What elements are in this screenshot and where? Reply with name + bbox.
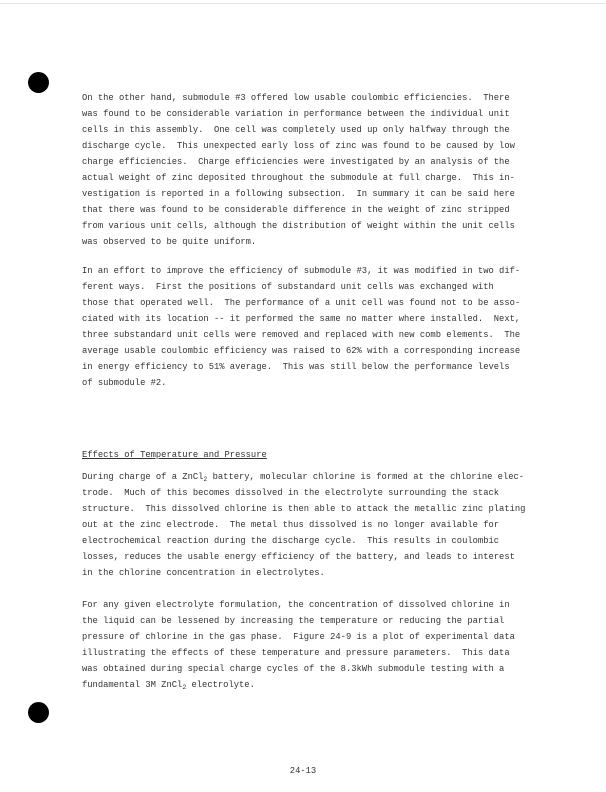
text-line	[82, 106, 515, 122]
text-segment: that there was found to be considerable difference in the weight of zinc stripped	[82, 205, 510, 215]
text-segment: was found to be considerable variation in performance between the individual unit	[82, 109, 510, 119]
text-line	[82, 661, 515, 677]
text-line	[82, 295, 520, 311]
text-segment: from various unit cells, although the distribution of weight within the unit cells	[82, 221, 515, 231]
text-line	[82, 485, 525, 501]
text-segment: electrolyte.	[186, 680, 255, 690]
text-segment: fundamental 3M ZnCl	[82, 680, 183, 690]
text-line	[82, 327, 520, 343]
paragraph-chlorine-formation	[82, 469, 525, 581]
text-line	[82, 517, 525, 533]
paragraph-improvement	[82, 263, 520, 391]
paragraph-electrolyte-formulation	[82, 597, 515, 693]
text-line	[82, 597, 515, 613]
punch-hole-bottom	[28, 702, 49, 723]
text-segment: pressure of chlorine in the gas phase. Figure 24-9 is a plot of experimental data	[82, 632, 515, 642]
text-segment: battery, molecular chlorine is formed at the chlorine elec-	[207, 472, 525, 482]
paragraph-submodule-3	[82, 90, 515, 250]
text-segment: actual weight of zinc deposited throughout the submodule at full charge. This in-	[82, 173, 515, 183]
text-segment: out at the zinc electrode. The metal thus dissolved is no longer available for	[82, 520, 500, 530]
text-segment: in the chlorine concentration in electrolytes.	[82, 568, 325, 578]
text-line	[82, 549, 525, 565]
text-line	[82, 90, 515, 106]
text-segment: On the other hand, submodule #3 offered low usable coulombic efficiencies. There	[82, 93, 510, 103]
text-segment: structure. This dissolved chlorine is then able to attack the metallic zinc plating	[82, 504, 526, 514]
text-segment: cells in this assembly. One cell was completely used up only halfway through the	[82, 125, 510, 135]
punch-hole-top	[28, 72, 49, 93]
text-line	[82, 279, 520, 295]
text-segment: three substandard unit cells were removed and replaced with new comb elements. The	[82, 330, 521, 340]
text-line	[82, 343, 520, 359]
text-segment: in energy efficiency to 51% average. This was still below the performance levels	[82, 362, 510, 372]
text-segment: During charge of a ZnCl	[82, 472, 204, 482]
text-line	[82, 218, 515, 234]
text-segment: was observed to be quite uniform.	[82, 237, 257, 247]
text-line	[82, 677, 515, 693]
text-line	[82, 565, 525, 581]
text-segment: charge efficiencies. Charge efficiencies were investigated by an analysis of the	[82, 157, 510, 167]
text-segment: average usable coulombic efficiency was raised to 62% with a corresponding increase	[82, 346, 521, 356]
text-line	[82, 359, 520, 375]
text-line	[82, 501, 525, 517]
subscript: 2	[182, 684, 187, 691]
text-line	[82, 533, 525, 549]
page-number: 24-13	[289, 766, 317, 776]
text-line	[82, 138, 515, 154]
text-segment: the liquid can be lessened by increasing the temperature or reducing the partial	[82, 616, 505, 626]
text-segment: of submodule #2.	[82, 378, 167, 388]
text-line	[82, 263, 520, 279]
text-line	[82, 186, 515, 202]
text-segment: was obtained during special charge cycles of the 8.3kWh submodule testing with a	[82, 664, 505, 674]
text-segment: In an effort to improve the efficiency of submodule #3, it was modified in two dif-	[82, 266, 521, 276]
text-line	[82, 202, 515, 218]
text-line	[82, 170, 515, 186]
text-segment: vestigation is reported in a following subsection. In summary it can be said here	[82, 189, 515, 199]
text-line	[82, 613, 515, 629]
text-segment: ferent ways. First the positions of substandard unit cells was exchanged with	[82, 282, 494, 292]
text-line	[82, 122, 515, 138]
text-line	[82, 154, 515, 170]
text-segment: ciated with its location -- it performed the same no matter where installed. Next,	[82, 314, 521, 324]
text-segment: trode. Much of this becomes dissolved in the electrolyte surrounding the stack	[82, 488, 500, 498]
text-segment: those that operated well. The performance of a unit cell was found not to be asso-	[82, 298, 521, 308]
text-line	[82, 469, 525, 485]
text-line	[82, 311, 520, 327]
text-segment: illustrating the effects of these temperature and pressure parameters. This data	[82, 648, 510, 658]
section-heading: Effects of Temperature and Pressure	[82, 450, 267, 460]
text-segment: electrochemical reaction during the discharge cycle. This results in coulombic	[82, 536, 500, 546]
subscript: 2	[203, 476, 208, 483]
text-line	[82, 629, 515, 645]
text-line	[82, 645, 515, 661]
text-segment: discharge cycle. This unexpected early loss of zinc was found to be caused by low	[82, 141, 515, 151]
text-segment: losses, reduces the usable energy efficiency of the battery, and leads to interest	[82, 552, 515, 562]
scan-edge-line	[0, 3, 606, 4]
text-line	[82, 375, 520, 391]
text-segment: For any given electrolyte formulation, the concentration of dissolved chlorine in	[82, 600, 510, 610]
text-line	[82, 234, 515, 250]
